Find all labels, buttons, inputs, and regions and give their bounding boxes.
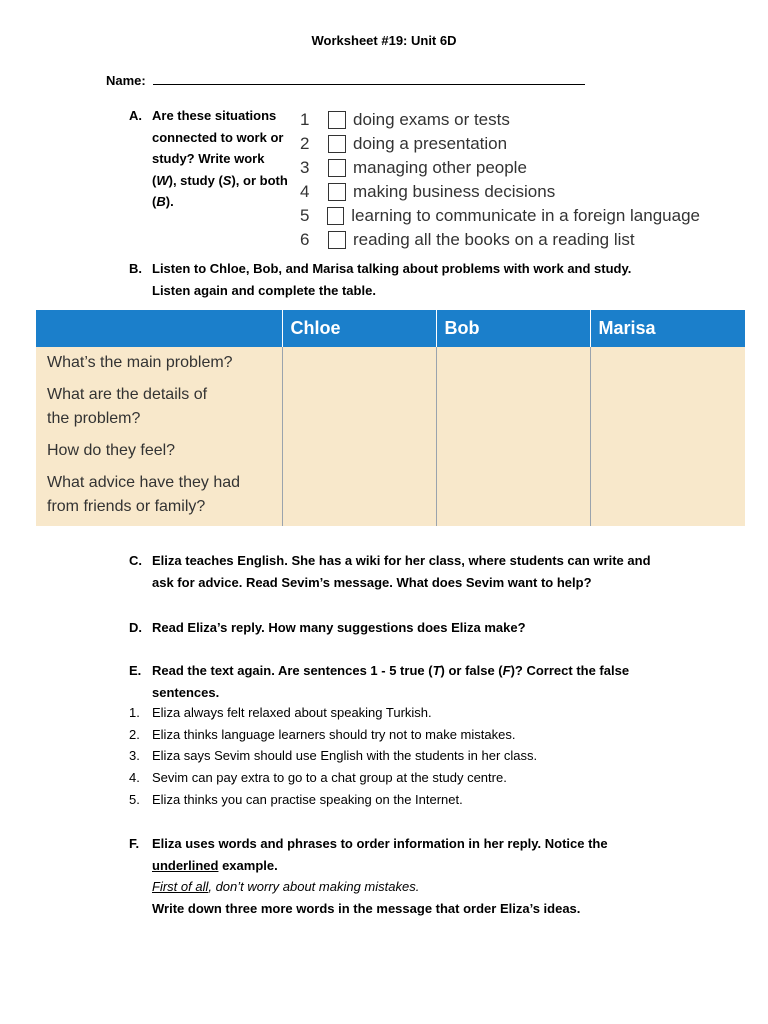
bob-answer-cell[interactable] bbox=[436, 347, 590, 526]
answer-checkbox[interactable] bbox=[328, 231, 346, 249]
section-b-instructions bbox=[152, 258, 631, 301]
section-f-instructions bbox=[152, 833, 608, 876]
list-item-number: 2. bbox=[129, 726, 140, 742]
list-item-text: Eliza says Sevim should use English with the students in her class. bbox=[152, 748, 538, 764]
section-b-line: Listen to Chloe, Bob, and Marisa talking about problems with work and study. bbox=[152, 261, 632, 276]
row-questions-cell bbox=[36, 347, 282, 526]
situation-number: 4 bbox=[300, 182, 310, 201]
list-item-text: Eliza thinks language learners should try not to make mistakes. bbox=[152, 726, 516, 742]
section-a-line: study? Write work bbox=[152, 151, 265, 166]
situations-list bbox=[300, 108, 700, 252]
situation-label: reading all the books on a reading list bbox=[353, 230, 635, 249]
section-d-line: Read Eliza’s reply. How many suggestions does Eliza make? bbox=[152, 620, 526, 635]
section-a-line: Are these situations bbox=[152, 108, 277, 123]
question-line: the problem? bbox=[47, 410, 141, 427]
list-item-text: Eliza thinks you can practise speaking on the Internet. bbox=[152, 791, 463, 807]
situation-number: 5 bbox=[300, 206, 310, 225]
question-line: from friends or family? bbox=[47, 498, 206, 515]
situation-item bbox=[300, 108, 700, 132]
situation-item bbox=[300, 180, 700, 204]
table-row-question bbox=[47, 351, 271, 375]
section-c-line: Eliza teaches English. She has a wiki for her class, where students can write and bbox=[152, 553, 651, 568]
section-d-letter: D. bbox=[129, 620, 142, 635]
situation-label: learning to communicate in a foreign language bbox=[351, 206, 700, 225]
answer-checkbox[interactable] bbox=[327, 207, 344, 225]
table-header-row bbox=[36, 310, 745, 347]
section-e-line: sentences. bbox=[152, 684, 220, 700]
list-item bbox=[129, 727, 537, 749]
situation-label: managing other people bbox=[353, 158, 527, 177]
question-line: What are the details of bbox=[47, 386, 208, 403]
section-a-line: connected to work or bbox=[152, 129, 284, 145]
section-f-line: Eliza uses words and phrases to order information in her reply. Notice the bbox=[152, 836, 608, 851]
situation-item bbox=[300, 132, 700, 156]
section-e-line: Read the text again. Are sentences 1 - 5 true (T) or false (F)? Correct the false bbox=[152, 663, 630, 678]
section-c-letter: C. bbox=[129, 553, 142, 568]
situation-number: 1 bbox=[300, 110, 310, 129]
section-c-instructions bbox=[152, 550, 651, 593]
table-header-blank bbox=[36, 310, 282, 347]
table-row-question bbox=[47, 471, 271, 519]
section-a-line: (B). bbox=[152, 194, 174, 209]
situation-item bbox=[300, 228, 700, 252]
table-row-question bbox=[47, 439, 271, 463]
situation-label: doing a presentation bbox=[353, 134, 508, 153]
section-d-instructions bbox=[152, 617, 526, 639]
chloe-answer-cell[interactable] bbox=[282, 347, 436, 526]
situation-number: 2 bbox=[300, 134, 310, 153]
list-item-text: Eliza always felt relaxed about speaking Turkish. bbox=[152, 705, 432, 720]
list-item-number: 1. bbox=[129, 705, 140, 720]
situation-label: doing exams or tests bbox=[353, 110, 510, 129]
question-line: What’s the main problem? bbox=[47, 354, 233, 371]
name-input-line[interactable] bbox=[153, 71, 585, 85]
list-item bbox=[129, 705, 537, 727]
section-b-line: Listen again and complete the table. bbox=[152, 282, 376, 298]
underlined-word: underlined bbox=[152, 857, 219, 873]
list-item-text: Sevim can pay extra to go to a chat group at the study centre. bbox=[152, 770, 507, 786]
section-f-letter: F. bbox=[129, 836, 140, 851]
table-header-chloe: Chloe bbox=[282, 310, 436, 347]
section-f-line: underlined example. bbox=[152, 857, 278, 873]
answer-checkbox[interactable] bbox=[328, 159, 346, 177]
list-item-number: 4. bbox=[129, 770, 140, 786]
list-item-number: 3. bbox=[129, 748, 140, 764]
answer-checkbox[interactable] bbox=[328, 183, 346, 201]
list-item bbox=[129, 748, 537, 770]
list-item bbox=[129, 770, 537, 792]
answer-checkbox[interactable] bbox=[328, 111, 346, 129]
situation-label: making business decisions bbox=[353, 182, 556, 201]
situation-item bbox=[300, 204, 700, 228]
list-item-number: 5. bbox=[129, 791, 140, 807]
question-line: What advice have they had bbox=[47, 474, 241, 491]
section-e-instructions bbox=[152, 660, 629, 703]
section-c-line: ask for advice. Read Sevim’s message. What does Sevim want to help? bbox=[152, 574, 592, 590]
example-sentence: First of all, don’t worry about making mistakes. bbox=[152, 879, 420, 894]
name-label: Name: bbox=[106, 73, 146, 88]
question-line: How do they feel? bbox=[47, 442, 176, 459]
section-a-letter: A. bbox=[129, 108, 142, 123]
situation-number: 6 bbox=[300, 230, 310, 249]
table-row-question bbox=[47, 383, 271, 431]
answer-checkbox[interactable] bbox=[328, 135, 346, 153]
problems-table bbox=[36, 310, 745, 526]
table-header-marisa: Marisa bbox=[590, 310, 745, 347]
section-b-letter: B. bbox=[129, 261, 142, 276]
section-e-letter: E. bbox=[129, 663, 142, 678]
table-header-bob: Bob bbox=[436, 310, 590, 347]
page-title: Worksheet #19: Unit 6D bbox=[311, 33, 457, 48]
marisa-answer-cell[interactable] bbox=[590, 347, 745, 526]
name-field-row bbox=[106, 71, 585, 88]
section-f-final-instruction: Write down three more words in the message that order Eliza’s ideas. bbox=[152, 901, 581, 916]
true-false-list bbox=[129, 705, 537, 813]
list-item bbox=[129, 792, 537, 814]
table-row bbox=[36, 347, 745, 526]
section-a-instructions bbox=[152, 105, 288, 213]
section-a-line: (W), study (S), or both bbox=[152, 172, 288, 188]
situation-item bbox=[300, 156, 700, 180]
situation-number: 3 bbox=[300, 158, 310, 177]
